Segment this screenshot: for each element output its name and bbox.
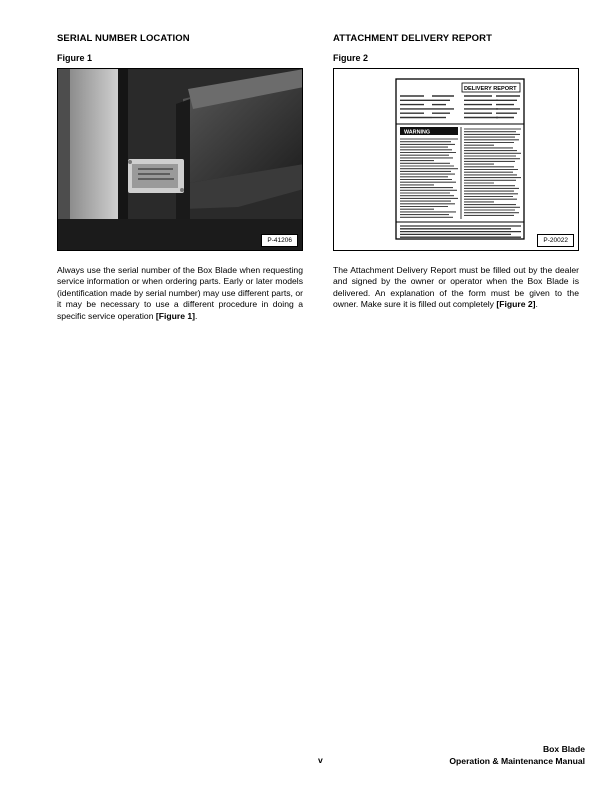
manual-title: [449, 743, 585, 767]
manual-title-line-1: Box Blade: [542, 744, 585, 754]
figure-2-form: [333, 68, 579, 251]
delivery-report-heading: ATTACHMENT DELIVERY REPORT: [333, 33, 493, 44]
figure-2-reference: [Figure 2]: [496, 299, 536, 310]
warning-text: WARNING: [404, 129, 431, 136]
photo-code-2: P-20022: [537, 234, 574, 247]
serial-number-heading: SERIAL NUMBER LOCATION: [57, 33, 190, 44]
figure-1-photo: [57, 68, 303, 251]
delivery-report-section: [333, 33, 579, 311]
serial-plate-photo: [58, 69, 303, 251]
delivery-report-form-image: [334, 69, 579, 251]
manual-title-line-2: Operation & Maintenance Manual: [449, 756, 585, 766]
page-number: v: [318, 755, 323, 765]
figure-2-label: Figure 2: [333, 53, 369, 63]
serial-number-paragraph: Always use the serial number of the Box Blade when requesting service information or when ordering parts. Early or later models (identification made by serial number) may use different parts, or it may be necessary to use a different procedure in doing a specific service operation [Figure 1].: [57, 265, 303, 321]
serial-number-section: [57, 33, 303, 322]
figure-1-reference: [Figure 1]: [155, 310, 196, 321]
photo-code-1: P-41206: [261, 234, 298, 247]
delivery-report-paragraph: The Attachment Delivery Report must be filled out by the dealer and signed by the owner or operator when the Box Blade is delivered. An explanation of the form must be given to the owner. Make sure it is filled out completely [Figure 2].: [333, 265, 579, 310]
report-title-text: DELIVERY REPORT: [464, 86, 517, 92]
figure-1-label: Figure 1: [57, 53, 93, 63]
